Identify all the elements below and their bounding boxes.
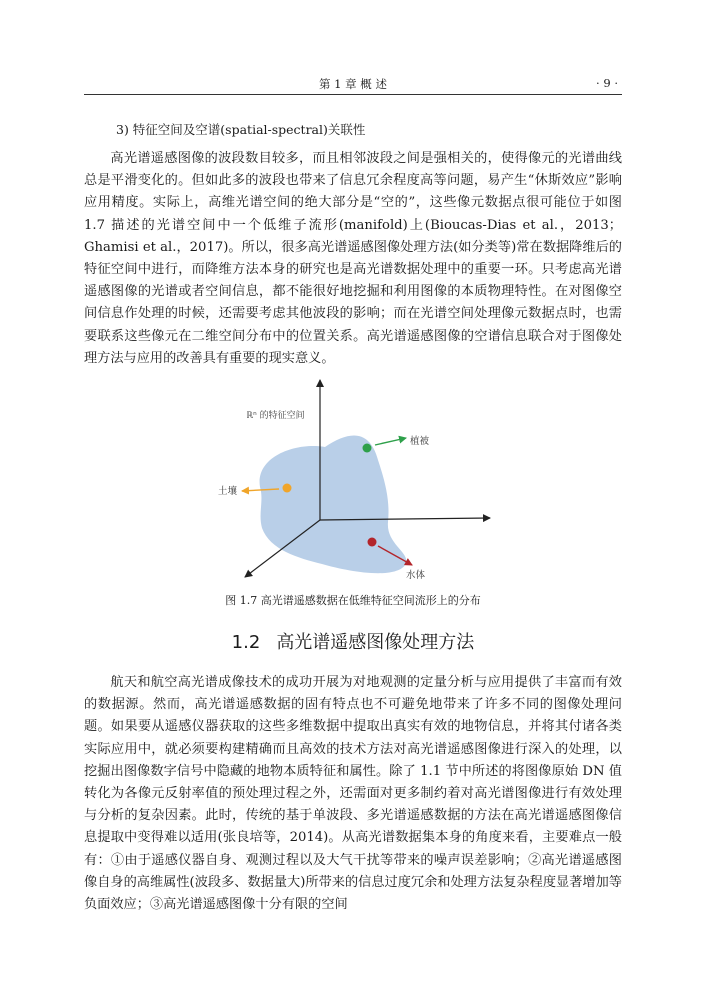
manifold-blob [260, 436, 407, 574]
figure-caption: 图 1.7 高光谱遥感数据在低维特征空间流形上的分布 [225, 594, 481, 607]
soil-label: 土壤 [218, 486, 238, 497]
section-heading [84, 628, 622, 654]
water-label: 水体 [406, 570, 426, 581]
figure-1-7 [200, 372, 520, 592]
vegetation-point [363, 444, 372, 453]
section-number: 1.2 [231, 632, 261, 653]
page-number: · 9 · [596, 76, 618, 90]
section-title-text: 高光谱遥感图像处理方法 [276, 632, 475, 653]
feature-space-label: ℝⁿ 的特征空间 [246, 411, 305, 421]
running-header [84, 76, 622, 94]
water-point [368, 538, 377, 547]
manifold-diagram [200, 372, 520, 592]
chapter-title: 第 1 章 概 述 [319, 77, 387, 91]
body-paragraph-1: 高光谱遥感图像的波段数目较多，而且相邻波段之间是强相关的，使得像元的光谱曲线总是平滑变化的。但如此多的波段也带来了信息冗余程度高等问题，易产生“休斯效应”影响应用精度。实际上，高维光谱空间的绝大部分是“空的”，这些像元数据点很可能位于如图 1.7 描述的光谱空间中一个低维子流形(manifold)上(Bioucas-Dias et al.，2013；Ghamisi et al.，2017)。所以，很多高光谱遥感图像处理方法(如分类等)常在数据降维后的特征空间中进行，而降维方法本身的研究也是高光谱数据处理中的重要一环。只考虑高光谱遥感图像的光谱或者空间信息，都不能很好地挖掘和利用图像的本质物理特性。在对图像空间信息作处理的时候，还需要考虑其他波段的影响；而在光谱空间处理像元数据点时，也需要联系这些像元在二维空间分布中的位置关系。高光谱遥感图像的空谱信息联合对于图像处理方法与应用的改善具有重要的现实意义。 [84, 151, 622, 366]
vegetation-arrow [375, 438, 406, 445]
body-paragraph-2: 航天和航空高光谱成像技术的成功开展为对地观测的定量分析与应用提供了丰富而有效的数据源。然而，高光谱遥感数据的固有特点也不可避免地带来了许多不同的图像处理问题。如果要从遥感仪器获取的这些多维数据中提取出真实有效的地物信息，并将其付诸各类实际应用中，就必须要构建精确而且高效的技术方法对高光谱遥感图像进行深入的处理，以挖掘出图像数字信号中隐藏的地物本质特征和属性。除了 1.1 节中所述的将图像原始 DN 值转化为各像元反射率值的预处理过程之外，还需面对更多制约着对高光谱图像进行有效处理与分析的复杂因素。此时，传统的基于单波段、多光谱遥感数据的方法在高光谱遥感图像信息提取中变得难以适用(张良培等，2014)。从高光谱数据集本身的角度来看，主要难点一般有：①由于遥感仪器自身、观测过程以及大气干扰等带来的噪声误差影响；②高光谱遥感图像自身的高维属性(波段多、数据量大)所带来的信息过度冗余和处理方法复杂程度显著增加等负面效应；③高光谱遥感图像十分有限的空间 [84, 675, 622, 913]
vegetation-label: 植被 [410, 436, 430, 447]
soil-point [283, 484, 292, 493]
subsection-heading: 3) 特征空间及空谱(spatial-spectral)关联性 [116, 122, 366, 137]
header-rule [84, 94, 622, 95]
